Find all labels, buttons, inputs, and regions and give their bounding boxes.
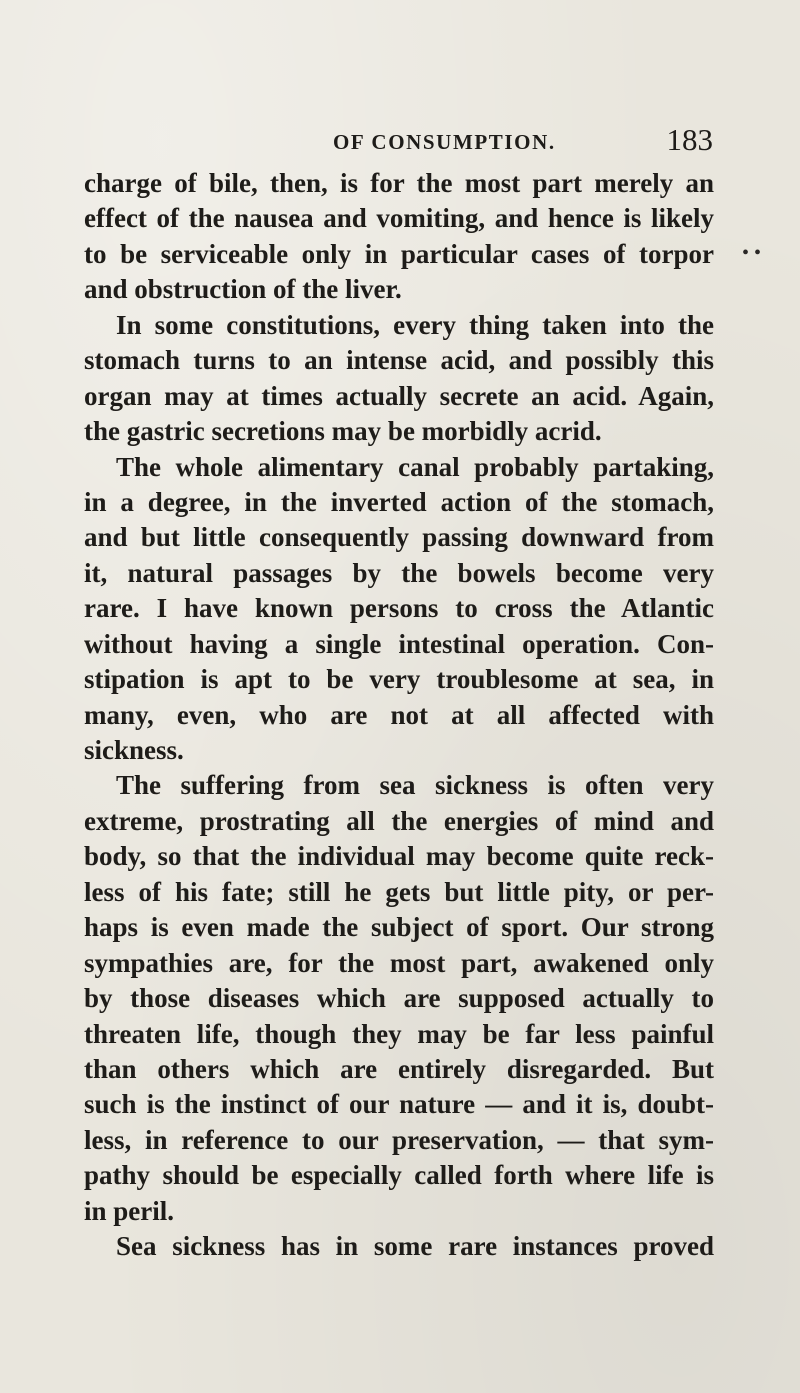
text-line: than others which are entirely disregarded. But: [84, 1053, 714, 1084]
text-line: The suffering from sea sickness is often very: [116, 770, 714, 801]
text-line: The whole alimentary canal probably partaking,: [116, 451, 714, 482]
text-line: In some constitutions, every thing taken into the: [116, 309, 714, 340]
page-number: 183: [666, 122, 713, 157]
text-line: threaten life, though they may be far less painful: [84, 1018, 714, 1049]
running-title: OF CONSUMPTION.: [333, 130, 556, 154]
text-line: extreme, prostrating all the energies of mind and: [84, 805, 714, 836]
text-line: and but little consequently passing downward from: [84, 522, 714, 553]
text-line: rare. I have known persons to cross the Atlantic: [84, 593, 714, 624]
margin-marks: • •: [742, 242, 762, 264]
text-line: many, even, who are not at all affected with: [84, 699, 714, 730]
text-line: to be serviceable only in particular cases of torpor: [84, 238, 714, 269]
text-line: by those diseases which are supposed actually to: [84, 983, 714, 1014]
text-line: effect of the nausea and vomiting, and hence is likely: [84, 203, 714, 234]
text-line: stipation is apt to be very troublesome at sea, in: [84, 664, 714, 695]
text-line: sickness.: [84, 735, 184, 765]
text-line: it, natural passages by the bowels become very: [84, 557, 714, 588]
text-line: charge of bile, then, is for the most part merely an: [84, 168, 714, 198]
body-text: [84, 166, 714, 1265]
text-line: pathy should be especially called forth where life is: [84, 1160, 714, 1191]
text-line: in a degree, in the inverted action of the stomach,: [84, 486, 714, 517]
text-line: without having a single intestinal operation. Con-: [84, 628, 714, 659]
text-line: haps is even made the subject of sport. Our strong: [84, 912, 714, 943]
text-line: stomach turns to an intense acid, and possibly this: [84, 345, 714, 376]
text-line: body, so that the individual may become quite reck-: [84, 841, 714, 872]
text-line: organ may at times actually secrete an acid. Again,: [84, 380, 714, 411]
text-line: less, in reference to our preservation, — that sym-: [84, 1124, 714, 1155]
text-line: sympathies are, for the most part, awakened only: [84, 947, 714, 978]
text-line: Sea sickness has in some rare instances proved: [116, 1231, 714, 1262]
running-head: [333, 122, 713, 162]
text-line: the gastric secretions may be morbidly acrid.: [84, 416, 602, 447]
text-line: and obstruction of the liver.: [84, 274, 402, 305]
text-line: less of his fate; still he gets but little pity, or per-: [84, 876, 714, 907]
text-line: in peril.: [84, 1195, 175, 1226]
text-line: such is the instinct of our nature — and it is, doubt-: [84, 1089, 714, 1120]
